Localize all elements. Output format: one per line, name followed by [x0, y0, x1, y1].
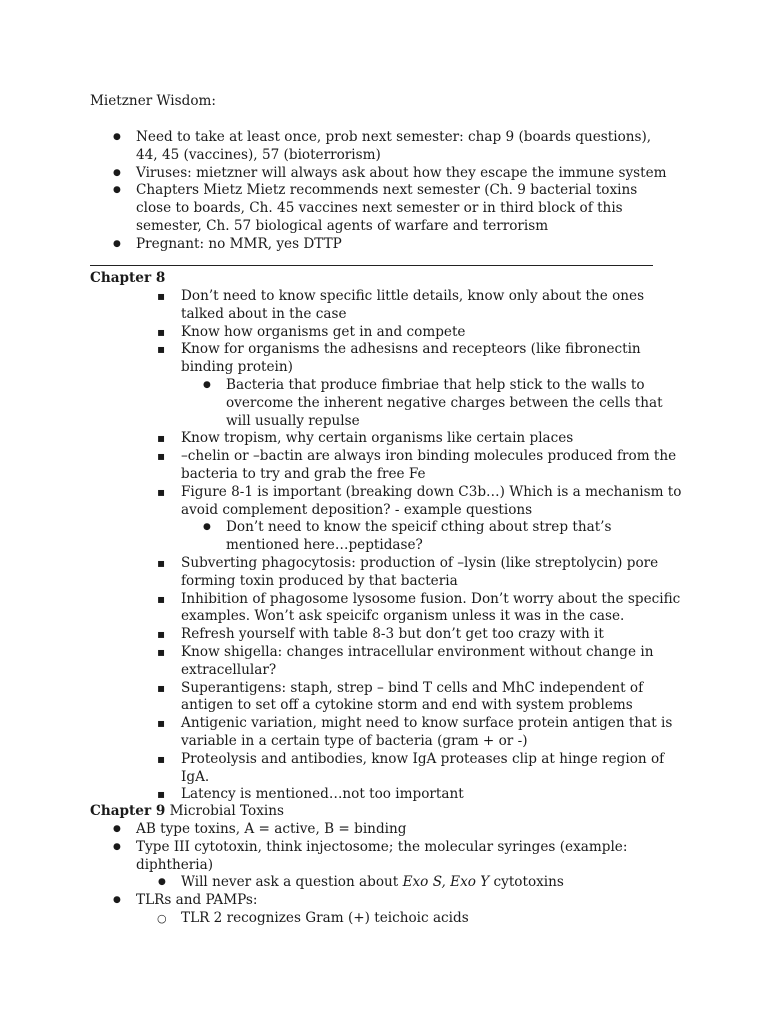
item-text: cytotoxins [489, 874, 564, 891]
horizontal-rule [90, 265, 653, 266]
chapter-8-heading: Chapter 8 [90, 270, 166, 286]
chapter-9-label: Chapter 9 [90, 803, 166, 819]
list-item: ▪ Refresh yourself with table 8-3 but don’t get too crazy with it [0, 626, 691, 644]
chapter-9-heading [90, 803, 284, 821]
list-item: ▪ Know tropism, why certain organisms like certain places [0, 430, 691, 448]
list-item: ● AB type toxins, A = active, B = binding [0, 821, 676, 839]
list-item: ▪ –chelin or –bactin are always iron binding molecules produced from the bacteria to try and grab the free Fe [0, 448, 691, 484]
list-item: ▪ Figure 8-1 is important (breaking down C3b…) Which is a mechanism to avoid complement deposition? - example questions [0, 484, 691, 520]
list-item: ● Type III cytotoxin, think injectosome; the molecular syringes (example: diphtheria) [0, 839, 676, 875]
chapter-8-list [0, 288, 768, 804]
item-emphasis: Exo S, Exo Y [402, 874, 490, 891]
sub-list-item: ● Bacteria that produce fimbriae that help stick to the walls to overcome the inherent negative charges between the cells that will usually repulse [0, 377, 686, 430]
list-item: ● Pregnant: no MMR, yes DTTP [0, 236, 676, 254]
list-item: ● Viruses: mietzner will always ask about how they escape the immune system [0, 165, 676, 183]
list-item: ▪ Superantigens: staph, strep – bind T cells and MhC independent of antigen to set off a cytokine storm and end with system problems [0, 680, 691, 716]
list-item: ▪ Latency is mentioned…not too important [0, 786, 691, 804]
list-item: ▪ Know for organisms the adhesisns and recepteors (like fibronectin binding protein) [0, 341, 691, 377]
list-item: ● Chapters Mietz Mietz recommends next semester (Ch. 9 bacterial toxins close to boards, Ch. 45 vaccines next semester or in third block of this semester, Ch. 57 biological agents of warfare and terrorism [0, 182, 676, 235]
list-item: ▪ Don’t need to know specific little details, know only about the ones talked about in the case [0, 288, 691, 324]
item-text: Will never ask a question about [181, 874, 403, 891]
chapter-9-subtitle: Microbial Toxins [165, 803, 284, 819]
list-item: ● TLRs and PAMPs: [0, 892, 676, 910]
list-item: ● Need to take at least once, prob next semester: chap 9 (boards questions), 44, 45 (vaccines), 57 (bioterrorism) [0, 129, 676, 165]
intro-list [0, 129, 768, 254]
list-item: ▪ Know how organisms get in and compete [0, 324, 691, 342]
sub-list-item: ○ TLR 2 recognizes Gram (+) teichoic acids [0, 910, 681, 928]
list-item: ▪ Inhibition of phagosome lysosome fusion. Don’t worry about the specific examples. Won’t ask speicifc organism unless it was in the case. [0, 591, 691, 627]
chapter-9-list [0, 821, 768, 928]
list-item: ▪ Subverting phagocytosis: production of –lysin (like streptolycin) pore forming toxin produced by that bacteria [0, 555, 691, 591]
page-title: Mietzner Wisdom: [90, 93, 216, 109]
list-item: ▪ Proteolysis and antibodies, know IgA proteases clip at hinge region of IgA. [0, 751, 691, 787]
sub-list-item: ● Don’t need to know the speicif cthing about strep that’s mentioned here…peptidase? [0, 519, 686, 555]
sub-list-item [0, 874, 681, 892]
list-item: ▪ Antigenic variation, might need to know surface protein antigen that is variable in a certain type of bacteria (gram + or -) [0, 715, 691, 751]
list-item: ▪ Know shigella: changes intracellular environment without change in extracellular? [0, 644, 691, 680]
